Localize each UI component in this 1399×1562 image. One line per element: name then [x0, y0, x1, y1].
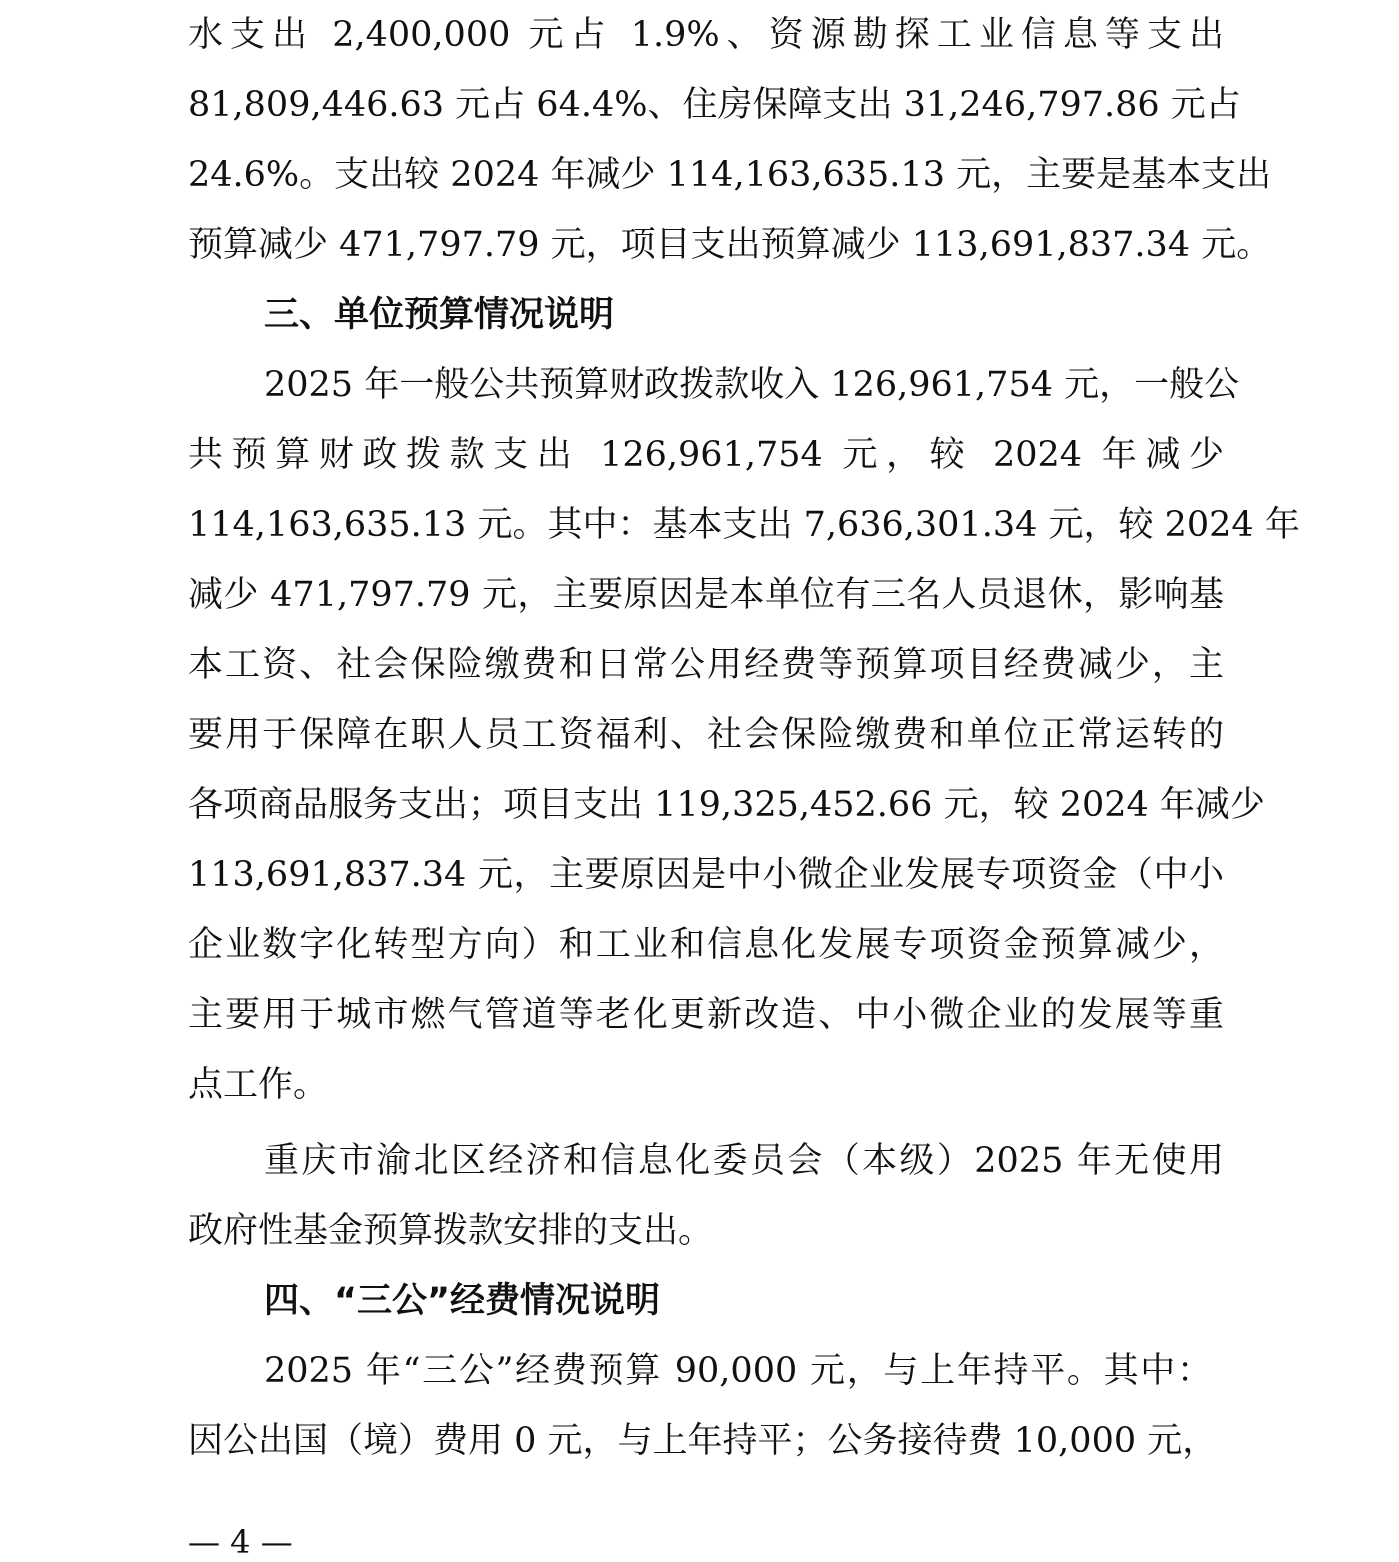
paragraph-line: 政府性基金预算拨款安排的支出。 — [188, 1211, 714, 1251]
paragraph-line: 水支出 2,400,000 元占 1.9%、资源勘探工业信息等支出 — [188, 15, 1224, 55]
paragraph-line: 2025 年一般公共预算财政拨款收入 126,961,754 元，一般公 — [264, 365, 1240, 405]
paragraph-line: 114,163,635.13 元。其中：基本支出 7,636,301.34 元，较 2024 年 — [188, 505, 1300, 545]
paragraph-line: 24.6%。支出较 2024 年减少 114,163,635.13 元，主要是基本支出 — [188, 155, 1272, 195]
paragraph-line: 81,809,446.63 元占 64.4%、住房保障支出 31,246,797.86 元占 — [188, 85, 1241, 125]
paragraph-line: 113,691,837.34 元，主要原因是中小微企业发展专项资金（中小 — [188, 855, 1224, 895]
paragraph-line: 点工作。 — [188, 1065, 329, 1105]
page-number: — 4 — — [188, 1523, 293, 1561]
paragraph-line: 因公出国（境）费用 0 元，与上年持平；公务接待费 10,000 元， — [188, 1421, 1218, 1461]
paragraph-line: 共预算财政拨款支出 126,961,754 元，较 2024 年减少 — [188, 435, 1224, 475]
paragraph-line: 减少 471,797.79 元，主要原因是本单位有三名人员退休，影响基 — [188, 575, 1224, 615]
paragraph-line: 企业数字化转型方向）和工业和信息化发展专项资金预算减少， — [188, 925, 1224, 965]
paragraph-line: 要用于保障在职人员工资福利、社会保险缴费和单位正常运转的 — [188, 715, 1224, 755]
paragraph-line: 2025 年“三公”经费预算 90,000 元，与上年持平。其中： — [264, 1351, 1212, 1391]
section-heading-4: 四、“三公”经费情况说明 — [264, 1281, 661, 1321]
paragraph-line: 预算减少 471,797.79 元，项目支出预算减少 113,691,837.34 元。 — [188, 225, 1272, 265]
paragraph-line: 各项商品服务支出；项目支出 119,325,452.66 元，较 2024 年减少 — [188, 785, 1265, 825]
paragraph-line: 主要用于城市燃气管道等老化更新改造、中小微企业的发展等重 — [188, 995, 1224, 1035]
section-heading-3: 三、单位预算情况说明 — [264, 295, 615, 335]
paragraph-line: 重庆市渝北区经济和信息化委员会（本级）2025 年无使用 — [264, 1141, 1224, 1181]
paragraph-line: 本工资、社会保险缴费和日常公用经费等预算项目经费减少，主 — [188, 645, 1224, 685]
